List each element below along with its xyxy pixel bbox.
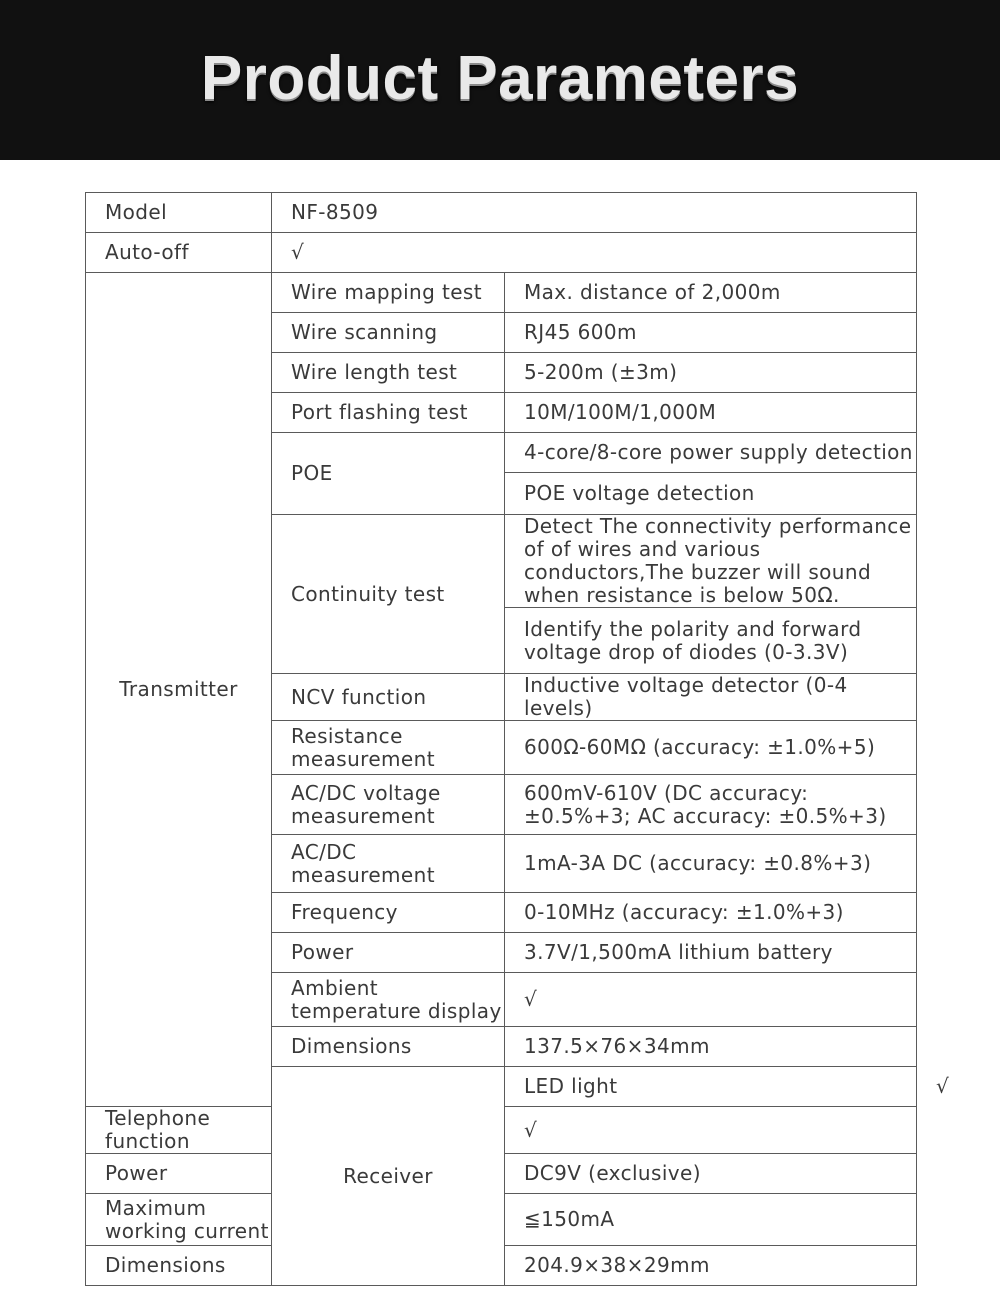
param-value: POE voltage detection	[505, 473, 917, 515]
param-value: 3.7V/1,500mA lithium battery	[505, 933, 917, 973]
param-value: RJ45 600m	[505, 313, 917, 353]
auto-off-check: √	[272, 233, 917, 273]
row-label-model: Model	[86, 193, 272, 233]
ambient-temp-check: √	[505, 973, 917, 1027]
param-value: 204.9×38×29mm	[505, 1246, 917, 1286]
param-value: Detect The connectivity performance of of wires and various conductors,The buzzer will sound when resistance is below 50Ω.	[505, 515, 917, 608]
param-label: Dimensions	[86, 1246, 272, 1286]
param-value: 600Ω-60MΩ (accuracy: ±1.0%+5)	[505, 721, 917, 775]
param-label: Power	[86, 1154, 272, 1194]
table-row	[86, 233, 917, 273]
param-label: Continuity test	[272, 515, 505, 674]
param-label: AC/DC voltage measurement	[272, 775, 505, 835]
param-label: Ambient temperature display	[272, 973, 505, 1027]
param-value: 137.5×76×34mm	[505, 1027, 917, 1067]
param-label: Port flashing test	[272, 393, 505, 433]
param-value: 0-10MHz (accuracy: ±1.0%+3)	[505, 893, 917, 933]
model-value: NF-8509	[272, 193, 917, 233]
param-label: NCV function	[272, 674, 505, 721]
table-row: Receiver LED light √	[86, 1067, 917, 1107]
telephone-check: √	[505, 1107, 917, 1154]
param-label: Wire mapping test	[272, 273, 505, 313]
param-value: Max. distance of 2,000m	[505, 273, 917, 313]
param-label: Resistance measurement	[272, 721, 505, 775]
param-value: Identify the polarity and forward voltage drop of diodes (0-3.3V)	[505, 608, 917, 674]
param-label: Frequency	[272, 893, 505, 933]
param-value: Inductive voltage detector (0-4 levels)	[505, 674, 917, 721]
parameters-table	[85, 192, 950, 1286]
table-row	[86, 273, 917, 313]
page-title: Product Parameters	[200, 43, 800, 113]
table-row	[86, 193, 917, 233]
param-label: Dimensions	[272, 1027, 505, 1067]
param-value: ≦150mA	[505, 1194, 917, 1246]
param-label: AC/DC measurement	[272, 835, 505, 893]
header-banner	[0, 0, 1000, 160]
param-value: 4-core/8-core power supply detection	[505, 433, 917, 473]
param-label: Telephone function	[86, 1107, 272, 1154]
group-label-transmitter: Transmitter	[86, 273, 272, 1107]
param-value: 1mA-3A DC (accuracy: ±0.8%+3)	[505, 835, 917, 893]
param-label: Wire scanning	[272, 313, 505, 353]
param-label: LED light	[505, 1067, 917, 1107]
param-label: Wire length test	[272, 353, 505, 393]
param-value: 10M/100M/1,000M	[505, 393, 917, 433]
group-label-receiver: Receiver	[272, 1067, 505, 1286]
param-label: Power	[272, 933, 505, 973]
param-value: 600mV-610V (DC accuracy: ±0.5%+3; AC accuracy: ±0.5%+3)	[505, 775, 917, 835]
param-label: Maximum working current	[86, 1194, 272, 1246]
param-value: 5-200m (±3m)	[505, 353, 917, 393]
param-label: POE	[272, 433, 505, 515]
row-label-auto-off: Auto-off	[86, 233, 272, 273]
param-value: DC9V (exclusive)	[505, 1154, 917, 1194]
